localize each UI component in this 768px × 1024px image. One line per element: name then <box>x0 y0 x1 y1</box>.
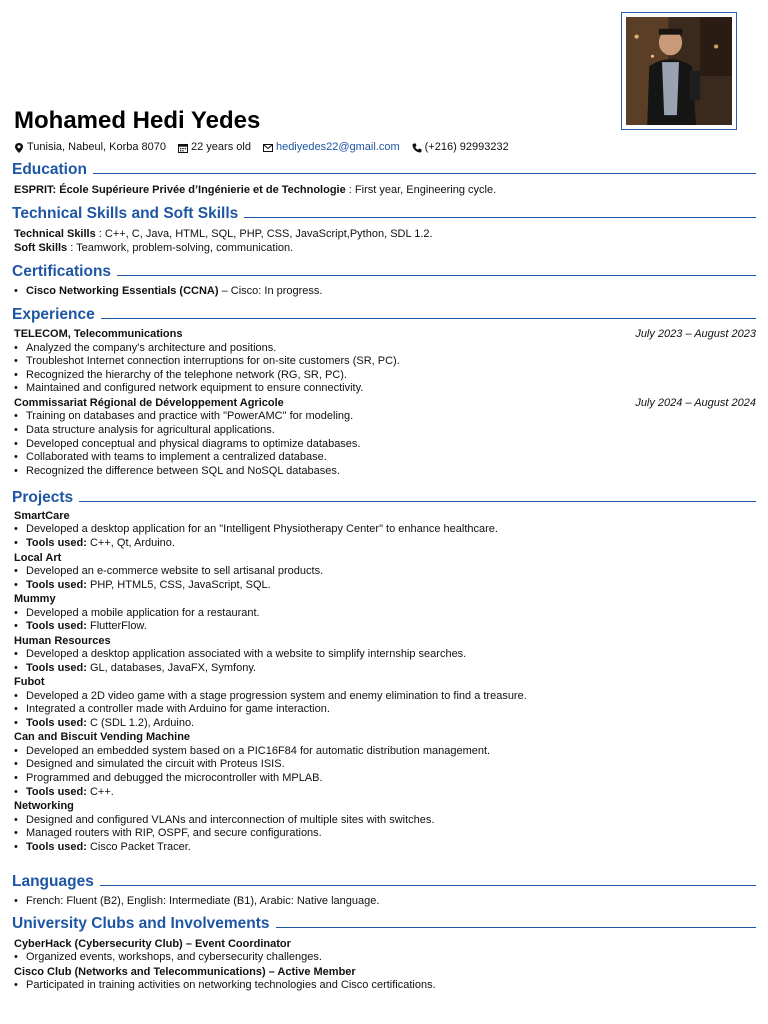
list-item: • Designed and configured VLANs and interconnection of multiple sites with switches. <box>14 813 435 826</box>
phone <box>412 141 509 155</box>
list-item: • Training on databases and practice with "PowerAMC" for modeling. <box>14 410 354 423</box>
portrait-image <box>626 17 732 125</box>
skill-label: Soft Skills <box>14 242 68 255</box>
cert-detail: – Cisco: In progress. <box>218 285 323 297</box>
section-title: Education <box>12 161 87 178</box>
list-item: • Tools used: C++. <box>14 785 114 798</box>
project-entry <box>12 592 756 634</box>
list-item: • Developed an embedded system based on a PIC16F84 for automatic distribution management. <box>14 744 491 757</box>
section-title: Experience <box>12 306 95 323</box>
profile-photo <box>621 12 737 130</box>
contact-info <box>14 141 521 155</box>
list-item: • French: Fluent (B2), English: Intermediate (B1), Arabic: Native language. <box>14 895 380 907</box>
list-item: • Tools used: Cisco Packet Tracer. <box>14 840 191 853</box>
section-rule <box>276 927 756 928</box>
project-name: Networking <box>14 800 74 813</box>
section-title: Projects <box>12 489 74 506</box>
list-item: • Integrated a controller made with Arduino for game interaction. <box>14 703 330 716</box>
project-name: Local Art <box>14 551 62 564</box>
section-rule <box>100 885 756 886</box>
list-item: • Tools used: FlutterFlow. <box>14 620 147 633</box>
location <box>14 141 166 155</box>
soft-skills <box>12 241 756 255</box>
location-text: Tunisia, Nabeul, Korba 8070 <box>27 141 167 153</box>
list-item: • Collaborated with teams to implement a centralized database. <box>14 451 327 464</box>
list-item: • Maintained and configured network equipment to ensure connectivity. <box>14 382 364 395</box>
section-rule <box>79 501 756 502</box>
list-item: • Programmed and debugged the microcontroller with MPLAB. <box>14 772 323 785</box>
list-item: • Managed routers with RIP, OSPF, and secure configurations. <box>14 827 322 840</box>
phone-text: (+216) 92993232 <box>424 141 509 153</box>
list-item: • Data structure analysis for agricultural applications. <box>14 423 275 436</box>
list-item: • Recognized the hierarchy of the telephone network (RG, SR, PC). <box>14 368 347 381</box>
section-title: Technical Skills and Soft Skills <box>12 205 239 222</box>
skill-value: : C++, C, Java, HTML, SQL, PHP, CSS, JavaScript,Python, SDL 1.2. <box>95 228 433 240</box>
job-org: TELECOM, Telecommunications <box>14 328 183 340</box>
email-link[interactable]: hediyedes22@gmail.com <box>275 141 400 153</box>
project-name: Mummy <box>14 593 56 606</box>
section-rule <box>101 318 756 319</box>
project-name: Can and Biscuit Vending Machine <box>14 731 191 744</box>
envelope-icon <box>263 143 273 153</box>
section-rule <box>117 275 756 276</box>
list-item: • Designed and simulated the circuit with Proteus ISIS. <box>14 758 285 771</box>
section-title: Certifications <box>12 263 112 280</box>
project-entry <box>12 551 756 593</box>
list-item: • Tools used: C (SDL 1.2), Arduino. <box>14 716 195 729</box>
list-item: • Developed a desktop application for an "Intelligent Physiotherapy Center" to enhance healthcare. <box>14 523 498 536</box>
candidate-name: Mohamed Hedi Yedes <box>14 107 261 134</box>
skills-section <box>12 204 756 256</box>
email[interactable] <box>263 141 400 155</box>
project-entry <box>12 509 756 551</box>
list-item: • Recognized the difference between SQL and NoSQL databases. <box>14 464 340 477</box>
education-detail: : First year, Engineering cycle. <box>345 184 497 196</box>
list-item: • Tools used: PHP, HTML5, CSS, JavaScript, SQL. <box>14 578 271 591</box>
cert-name: Cisco Networking Essentials (CCNA) <box>26 285 219 297</box>
project-name: SmartCare <box>14 510 70 522</box>
list-item: • Organized events, workshops, and cybersecurity challenges. <box>14 951 322 964</box>
experience-section <box>12 305 756 478</box>
club-name: Cisco Club (Networks and Telecommunications) – Active Member <box>14 965 356 978</box>
section-title: Languages <box>12 873 94 890</box>
technical-skills <box>12 227 756 241</box>
list-item: • Participated in training activities on networking technologies and Cisco certifications. <box>14 979 436 992</box>
list-item: • Developed a desktop application associated with a website to simplify internship searches. <box>14 648 467 661</box>
job-org: Commissariat Régional de Développement Agricole <box>14 396 284 409</box>
job-entry <box>12 396 756 478</box>
list-item: • Tools used: C++, Qt, Arduino. <box>14 536 175 549</box>
languages-section <box>12 872 756 909</box>
skill-value: : Teamwork, problem-solving, communication. <box>67 242 294 255</box>
clubs-section <box>12 914 756 993</box>
certifications-section <box>12 262 756 299</box>
education-section <box>12 160 756 197</box>
list-item: • Analyzed the company's architecture and positions. <box>14 341 277 354</box>
section-rule <box>93 173 756 174</box>
phone-icon <box>412 143 422 153</box>
school-name: ESPRIT: École Supérieure Privée d’Ingénierie et de Technologie <box>14 184 346 196</box>
map-marker-icon <box>14 143 24 153</box>
club-name: CyberHack (Cybersecurity Club) – Event Coordinator <box>14 938 291 950</box>
job-date: July 2024 – August 2024 <box>635 396 756 409</box>
projects-section <box>12 488 756 854</box>
list-item: • Developed conceptual and physical diagrams to optimize databases. <box>14 437 361 450</box>
project-entry <box>12 675 756 730</box>
project-entry <box>12 730 756 799</box>
section-rule <box>244 217 756 218</box>
list-item: • Developed a 2D video game with a stage progression system and enemy elimination to find a treasure. <box>14 689 527 702</box>
section-title: University Clubs and Involvements <box>12 915 270 932</box>
project-name: Human Resources <box>14 634 111 647</box>
list-item: • Tools used: GL, databases, JavaFX, Symfony. <box>14 661 257 674</box>
project-entry <box>12 799 756 854</box>
list-item: • Developed a mobile application for a restaurant. <box>14 606 260 619</box>
project-entry <box>12 634 756 676</box>
skill-label: Technical Skills <box>14 228 96 240</box>
list-item: • Cisco Networking Essentials (CCNA) – Cisco: In progress. <box>14 285 323 297</box>
age-text: 22 years old <box>191 141 251 153</box>
list-item: • Developed an e-commerce website to sell artisanal products. <box>14 564 324 577</box>
list-item: • Troubleshot Internet connection interruptions for on-site customers (SR, PC). <box>14 355 400 368</box>
project-name: Fubot <box>14 676 45 689</box>
age <box>178 141 251 155</box>
job-entry <box>12 327 756 396</box>
education-entry <box>12 183 756 197</box>
job-date: July 2023 – August 2023 <box>635 328 756 340</box>
calendar-icon <box>178 143 188 153</box>
